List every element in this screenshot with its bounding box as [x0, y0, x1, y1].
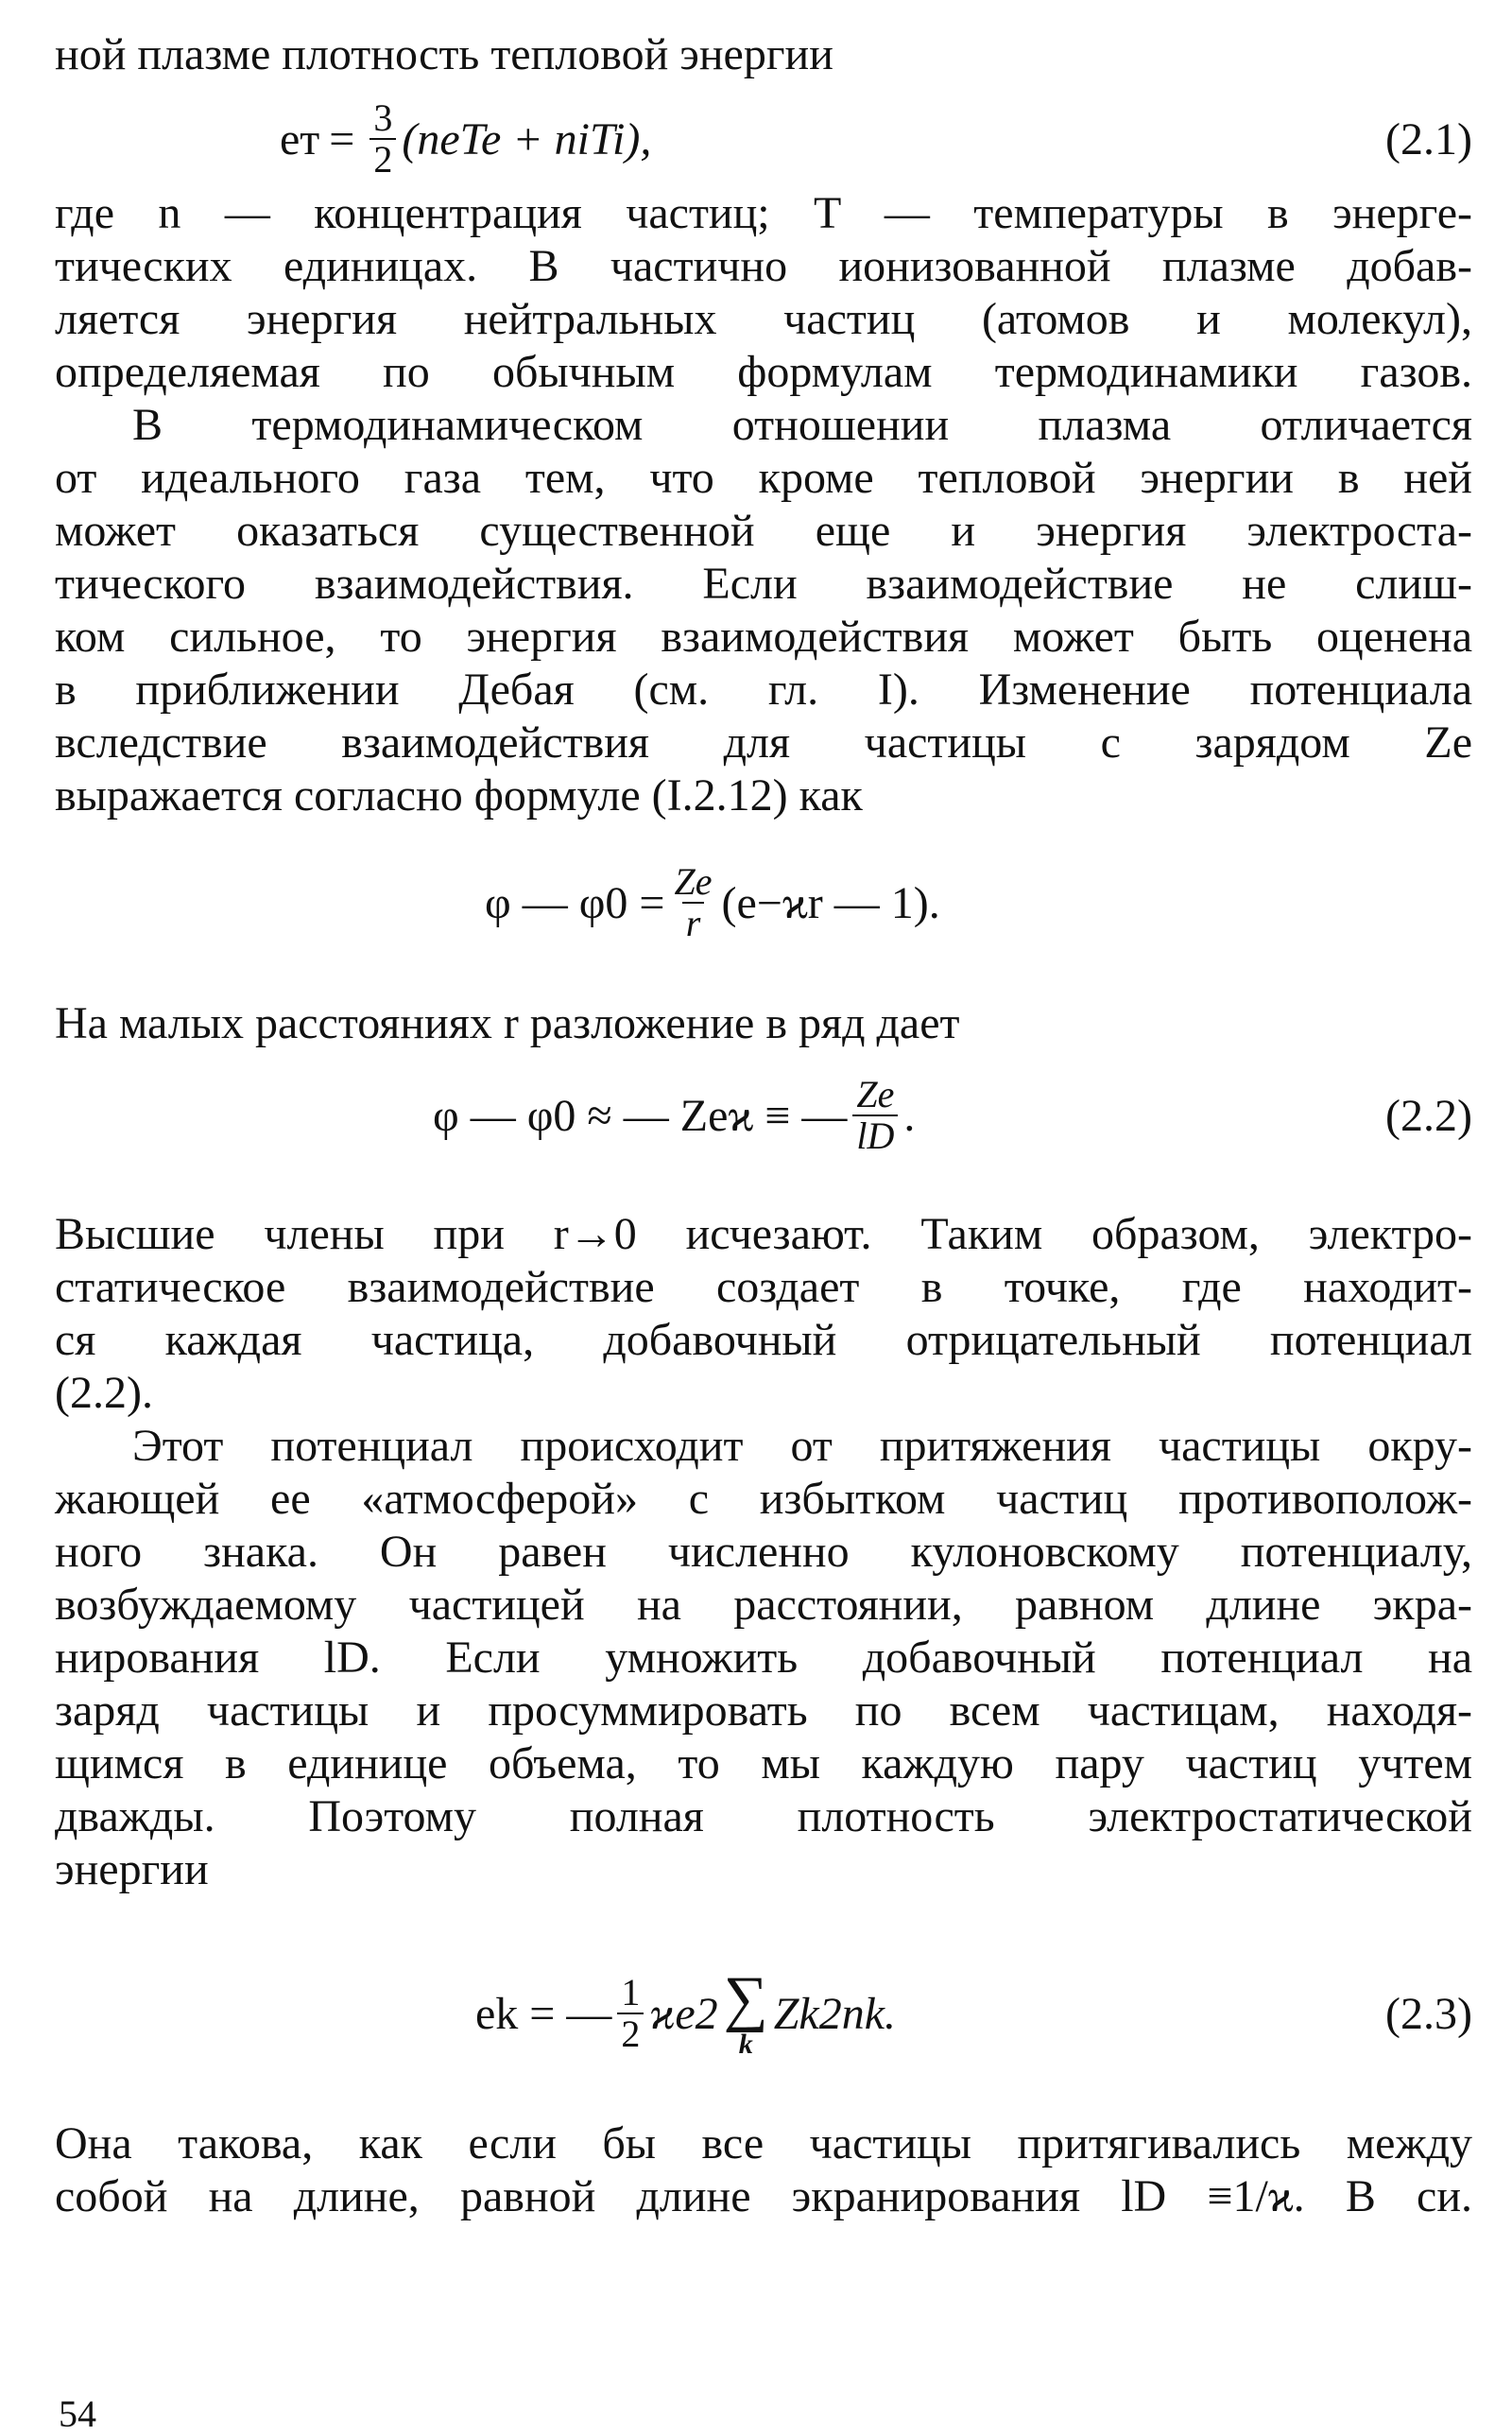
text-line: собой на длине, равной длине экранирования lD ≡1/ϰ. В си. [55, 2171, 1473, 2221]
text-line: Этот потенциал происходит от притяжения частицы окру- [132, 1421, 1472, 1471]
equation-2-2 [55, 1063, 1472, 1167]
eq2-numerator: Ze [856, 1073, 895, 1115]
eqphi-numerator: Ze [674, 860, 713, 903]
eq2-label: (2.2) [1385, 1090, 1472, 1141]
eqphi-rhs: (e−ϰr — 1). [721, 877, 940, 928]
eq3-fraction [617, 1973, 644, 2054]
text-line: ком сильное, то энергия взаимодействия может быть оценена [55, 612, 1472, 662]
eqphi-denominator: r [682, 902, 705, 943]
text-line: заряд частицы и просуммировать по всем частицам, находя- [55, 1685, 1472, 1736]
text-line: статическое взаимодействие создает в точке, где находит- [55, 1262, 1472, 1312]
text-line: Она такова, как если бы все частицы притягивались между [55, 2118, 1472, 2168]
text-line: возбуждаемому частицей на расстоянии, равном длине экра- [55, 1580, 1472, 1630]
eq3-mid: ϰe2 [649, 1988, 718, 2039]
eq2-lhs: φ — φ0 ≈ — Zeϰ ≡ — [433, 1090, 848, 1141]
text-line: На малых расстояниях r разложение в ряд дает [55, 998, 960, 1048]
eq3-denominator: 2 [617, 2013, 644, 2054]
equation-potential [55, 851, 1472, 955]
eq3-numerator: 1 [621, 1971, 641, 2013]
text-line: дважды. Поэтому полная плотность электростатической [55, 1791, 1472, 1841]
text-line: тических единицах. В частично ионизованной плазме добав- [55, 241, 1472, 291]
text-line: тического взаимодействия. Если взаимодействие не слиш- [55, 559, 1472, 609]
text-line: вследствие взаимодействия для частицы с зарядом Ze [55, 717, 1472, 768]
page-number: 54 [59, 2393, 96, 2435]
eqphi-fraction [670, 862, 715, 943]
eq1-label: (2.1) [1385, 113, 1472, 164]
eq1-denominator: 2 [369, 138, 396, 180]
text-line: может оказаться существенной еще и энергия электроста- [55, 506, 1472, 556]
eq2-rhs: . [903, 1090, 916, 1141]
eq1-lhs: eт [280, 113, 320, 164]
eq1-rhs: (neTe + niTi), [402, 113, 652, 164]
text-line: Высшие члены при r→0 исчезают. Таким образом, электро- [55, 1209, 1472, 1259]
eq1-fraction [369, 98, 396, 180]
equation-2-1: eт = $\frac{3}{2}$ (neTe + niTi), (2.1) [55, 87, 1472, 191]
sum-index: k [738, 2029, 753, 2060]
sum-sign [723, 1964, 768, 2060]
eqphi-lhs: φ — φ0 = [485, 877, 665, 928]
text-line: в приближении Дебая (см. гл. I). Изменение потенциала [55, 665, 1472, 715]
text-line: нирования lD. Если умножить добавочный потенциал на [55, 1633, 1472, 1683]
text-line: выражается согласно формуле (I.2.12) как [55, 770, 863, 821]
text-line: щимся в единице объема, то мы каждую пару частиц учтем [55, 1738, 1472, 1788]
text-line: ляется энергия нейтральных частиц (атомов и молекул), [55, 294, 1472, 344]
text-line: от идеального газа тем, что кроме тепловой энергии в ней [55, 453, 1472, 503]
equation-2-3 [55, 1943, 1472, 2084]
eq2-denominator: lD [852, 1114, 898, 1156]
text-line: жающей ее «атмосферой» с избытком частиц противополож- [55, 1474, 1472, 1524]
eq1-numerator: 3 [373, 96, 393, 139]
text-line: ной плазме плотность тепловой энергии [55, 29, 833, 79]
eq2-fraction [852, 1075, 898, 1156]
text-line: ся каждая частица, добавочный отрицательный потенциал [55, 1315, 1472, 1365]
eq3-lhs: ek = — [475, 1988, 612, 2039]
text-line: энергии [55, 1844, 209, 1894]
text-line: ного знака. Он равен численно кулоновскому потенциалу, [55, 1527, 1472, 1577]
text-line: где n — концентрация частиц; T — температуры в энерге- [55, 188, 1472, 238]
text-line: определяемая по обычным формулам термодинамики газов. [55, 347, 1472, 397]
text-line: В термодинамическом отношении плазма отличается [132, 400, 1472, 450]
sigma-icon: ∑ [723, 1964, 768, 2033]
text-line: (2.2). [55, 1368, 153, 1418]
eq3-label: (2.3) [1385, 1988, 1472, 2039]
eq3-rhs: Zk2nk. [773, 1988, 897, 2039]
